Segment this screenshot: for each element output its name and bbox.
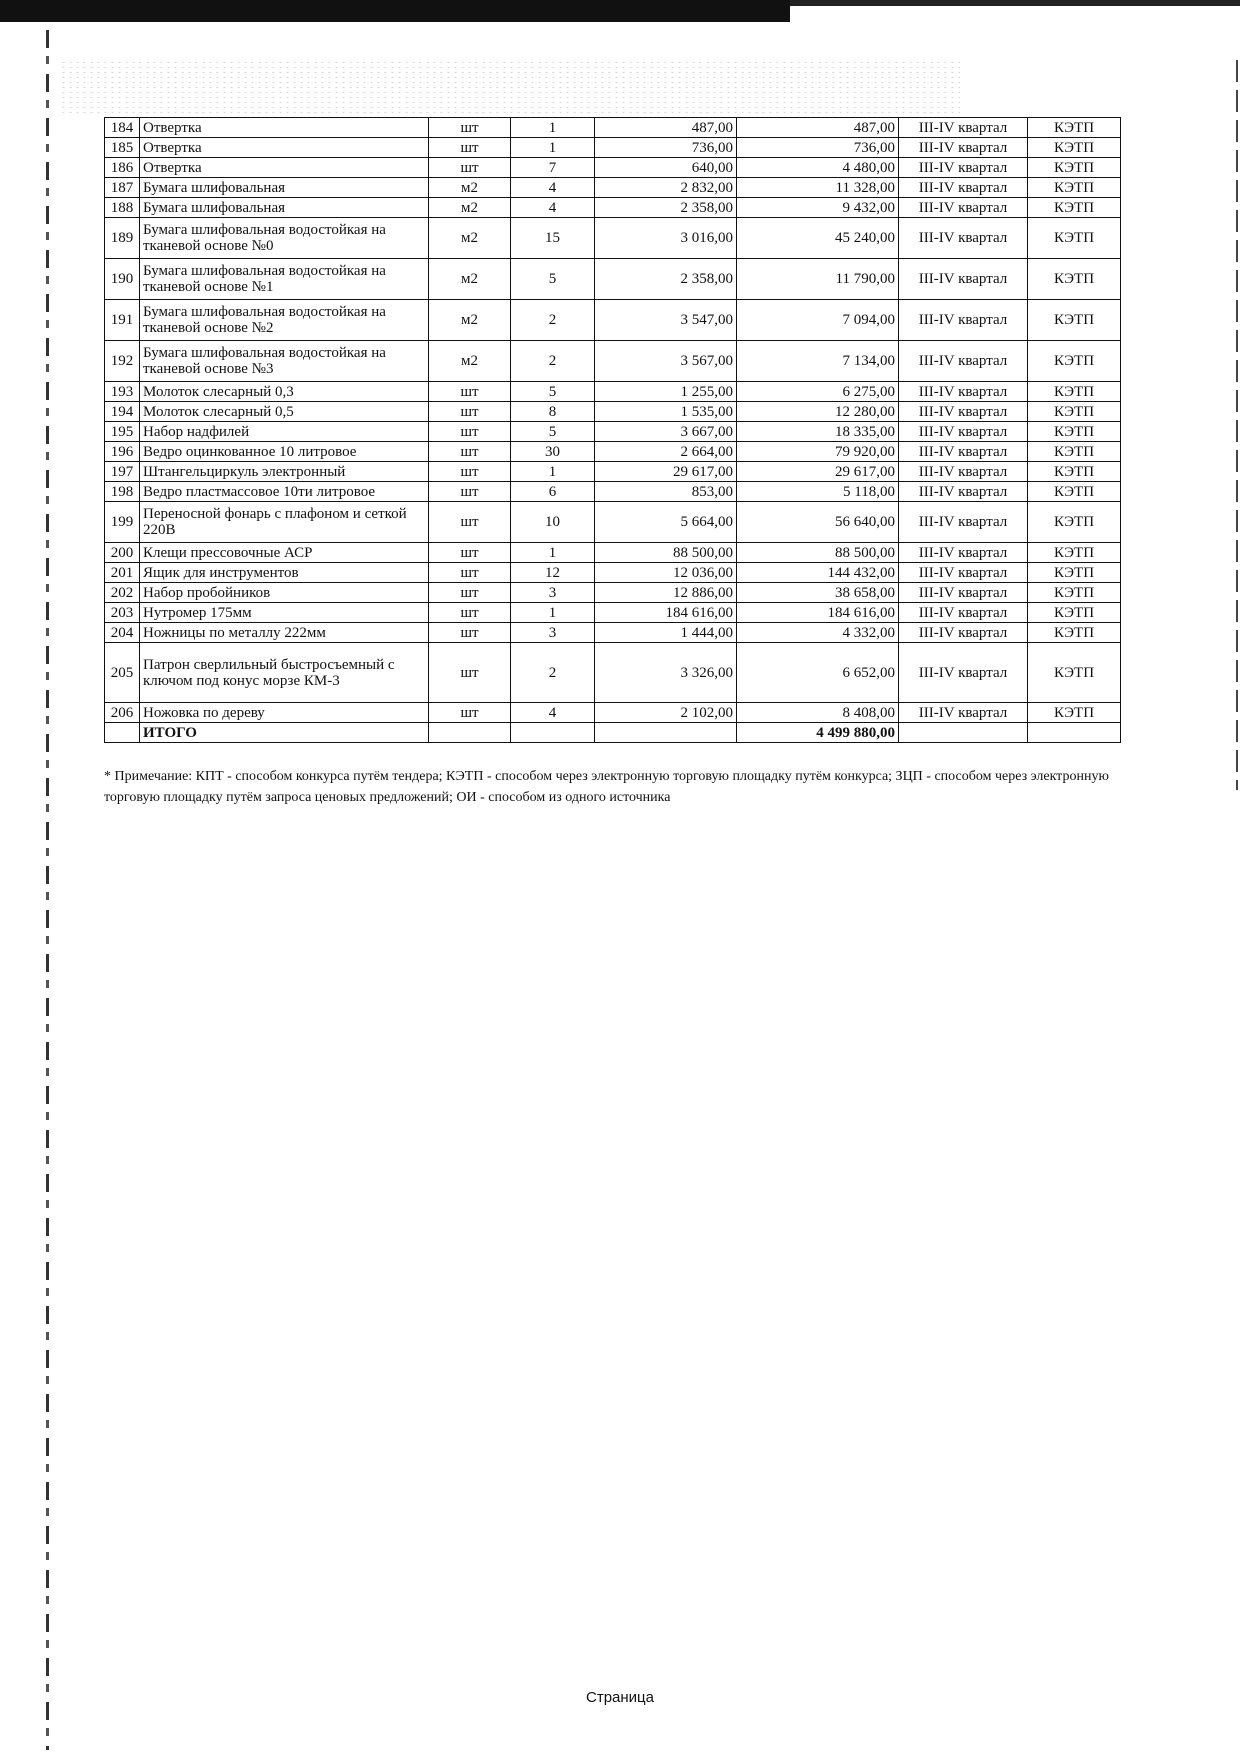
cell-unit: шт (429, 402, 511, 422)
cell-procurement-method: КЭТП (1028, 543, 1121, 563)
cell-procurement-method: КЭТП (1028, 382, 1121, 402)
cell-quantity: 1 (511, 462, 595, 482)
cell-unit-price: 29 617,00 (595, 462, 737, 482)
cell-unit: м2 (429, 198, 511, 218)
cell-item-name: Ведро пластмассовое 10ти литровое (140, 482, 429, 502)
cell-item-name: Бумага шлифовальная водостойкая на тканевой основе №0 (140, 218, 429, 259)
cell-quantity: 5 (511, 382, 595, 402)
cell-unit-price: 1 255,00 (595, 382, 737, 402)
cell-unit-price: 1 444,00 (595, 623, 737, 643)
scan-artifact-left (46, 30, 49, 1750)
cell-unit: шт (429, 462, 511, 482)
table-row (105, 643, 1121, 703)
cell-row-number: 204 (105, 623, 140, 643)
cell-period: III-IV квартал (899, 341, 1028, 382)
cell-period: III-IV квартал (899, 422, 1028, 442)
cell-line-total: 144 432,00 (737, 563, 899, 583)
cell-unit: шт (429, 603, 511, 623)
table-row (105, 198, 1121, 218)
cell-unit-price: 5 664,00 (595, 502, 737, 543)
cell-unit-price: 2 358,00 (595, 198, 737, 218)
cell-line-total: 79 920,00 (737, 442, 899, 462)
cell-line-total: 736,00 (737, 138, 899, 158)
cell-row-number: 195 (105, 422, 140, 442)
cell-row-number: 196 (105, 442, 140, 462)
cell-row-number: 185 (105, 138, 140, 158)
table-body (105, 118, 1121, 743)
cell-line-total: 8 408,00 (737, 703, 899, 723)
cell-quantity: 30 (511, 442, 595, 462)
cell-quantity: 3 (511, 583, 595, 603)
cell-quantity: 12 (511, 563, 595, 583)
cell-quantity: 2 (511, 643, 595, 703)
cell-procurement-method: КЭТП (1028, 623, 1121, 643)
cell-period: III-IV квартал (899, 442, 1028, 462)
cell-unit-price: 487,00 (595, 118, 737, 138)
cell-unit-price: 2 832,00 (595, 178, 737, 198)
cell-procurement-method: КЭТП (1028, 198, 1121, 218)
table-row (105, 603, 1121, 623)
page-footer: Страница (586, 1689, 654, 1706)
table-row (105, 462, 1121, 482)
cell-item-name: Бумага шлифовальная водостойкая на тканевой основе №2 (140, 300, 429, 341)
cell-unit: м2 (429, 341, 511, 382)
cell-period: III-IV квартал (899, 178, 1028, 198)
cell-procurement-method: КЭТП (1028, 482, 1121, 502)
cell-unit: шт (429, 382, 511, 402)
cell-unit: м2 (429, 300, 511, 341)
table-row (105, 259, 1121, 300)
cell-unit-price: 3 547,00 (595, 300, 737, 341)
cell-procurement-method: КЭТП (1028, 178, 1121, 198)
cell-unit-price: 640,00 (595, 158, 737, 178)
cell-unit-price: 3 326,00 (595, 643, 737, 703)
cell-unit: шт (429, 502, 511, 543)
cell-line-total: 6 652,00 (737, 643, 899, 703)
cell-line-total: 4 480,00 (737, 158, 899, 178)
cell-period: III-IV квартал (899, 583, 1028, 603)
cell-item-name: Набор пробойников (140, 583, 429, 603)
footnote: * Примечание: КПТ - способом конкурса путём тендера; КЭТП - способом через электронную торговую площадку путём конкурса; ЗЦП - способом через электронную торговую площадку путём запроса ценовых предложений; ОИ - способом из одного источника (104, 769, 1109, 805)
cell-empty (511, 723, 595, 743)
cell-quantity: 7 (511, 158, 595, 178)
cell-period: III-IV квартал (899, 300, 1028, 341)
cell-quantity: 15 (511, 218, 595, 259)
total-row (105, 723, 1121, 743)
cell-period: III-IV квартал (899, 462, 1028, 482)
cell-unit: шт (429, 482, 511, 502)
cell-line-total: 18 335,00 (737, 422, 899, 442)
cell-procurement-method: КЭТП (1028, 259, 1121, 300)
cell-unit-price: 12 886,00 (595, 583, 737, 603)
table-row (105, 300, 1121, 341)
cell-item-name: Бумага шлифовальная водостойкая на тканевой основе №1 (140, 259, 429, 300)
cell-row-number: 205 (105, 643, 140, 703)
cell-line-total: 88 500,00 (737, 543, 899, 563)
cell-empty (105, 723, 140, 743)
table-row (105, 118, 1121, 138)
cell-procurement-method: КЭТП (1028, 703, 1121, 723)
cell-quantity: 3 (511, 623, 595, 643)
cell-item-name: Штангельциркуль электронный (140, 462, 429, 482)
cell-item-name: Нутромер 175мм (140, 603, 429, 623)
cell-row-number: 194 (105, 402, 140, 422)
cell-row-number: 190 (105, 259, 140, 300)
table-row (105, 382, 1121, 402)
cell-item-name: Бумага шлифовальная водостойкая на тканевой основе №3 (140, 341, 429, 382)
cell-row-number: 186 (105, 158, 140, 178)
cell-unit: шт (429, 583, 511, 603)
total-label: ИТОГО (140, 723, 429, 743)
cell-item-name: Отвертка (140, 158, 429, 178)
cell-quantity: 4 (511, 703, 595, 723)
cell-procurement-method: КЭТП (1028, 402, 1121, 422)
cell-procurement-method: КЭТП (1028, 138, 1121, 158)
table-row (105, 482, 1121, 502)
cell-item-name: Патрон сверлильный быстросъемный с ключом под конус морзе КМ-3 (140, 643, 429, 703)
cell-period: III-IV квартал (899, 482, 1028, 502)
table-row (105, 402, 1121, 422)
cell-unit: м2 (429, 259, 511, 300)
cell-quantity: 5 (511, 422, 595, 442)
cell-item-name: Отвертка (140, 118, 429, 138)
cell-row-number: 199 (105, 502, 140, 543)
table-row (105, 502, 1121, 543)
scan-artifact-top (0, 0, 790, 22)
cell-line-total: 9 432,00 (737, 198, 899, 218)
cell-row-number: 188 (105, 198, 140, 218)
cell-procurement-method: КЭТП (1028, 341, 1121, 382)
procurement-table (104, 117, 1121, 743)
cell-period: III-IV квартал (899, 382, 1028, 402)
cell-unit-price: 184 616,00 (595, 603, 737, 623)
cell-unit-price: 12 036,00 (595, 563, 737, 583)
cell-unit: шт (429, 422, 511, 442)
cell-unit: шт (429, 563, 511, 583)
cell-unit: шт (429, 138, 511, 158)
cell-quantity: 4 (511, 178, 595, 198)
cell-line-total: 45 240,00 (737, 218, 899, 259)
cell-line-total: 4 332,00 (737, 623, 899, 643)
cell-row-number: 191 (105, 300, 140, 341)
cell-row-number: 189 (105, 218, 140, 259)
cell-procurement-method: КЭТП (1028, 422, 1121, 442)
cell-item-name: Ножовка по дереву (140, 703, 429, 723)
cell-quantity: 4 (511, 198, 595, 218)
cell-unit: шт (429, 442, 511, 462)
cell-period: III-IV квартал (899, 138, 1028, 158)
cell-unit-price: 736,00 (595, 138, 737, 158)
cell-item-name: Ведро оцинкованное 10 литровое (140, 442, 429, 462)
cell-line-total: 11 790,00 (737, 259, 899, 300)
cell-procurement-method: КЭТП (1028, 218, 1121, 259)
cell-procurement-method: КЭТП (1028, 502, 1121, 543)
cell-item-name: Бумага шлифовальная (140, 178, 429, 198)
cell-unit: шт (429, 703, 511, 723)
cell-procurement-method: КЭТП (1028, 442, 1121, 462)
table-row (105, 178, 1121, 198)
cell-quantity: 5 (511, 259, 595, 300)
cell-empty (595, 723, 737, 743)
cell-row-number: 193 (105, 382, 140, 402)
table-row (105, 138, 1121, 158)
cell-line-total: 7 094,00 (737, 300, 899, 341)
cell-period: III-IV квартал (899, 218, 1028, 259)
cell-procurement-method: КЭТП (1028, 603, 1121, 623)
cell-row-number: 200 (105, 543, 140, 563)
cell-line-total: 29 617,00 (737, 462, 899, 482)
cell-unit-price: 2 664,00 (595, 442, 737, 462)
scan-noise (60, 60, 960, 115)
cell-item-name: Бумага шлифовальная (140, 198, 429, 218)
cell-unit-price: 3 567,00 (595, 341, 737, 382)
table-row (105, 583, 1121, 603)
cell-unit: шт (429, 543, 511, 563)
cell-period: III-IV квартал (899, 198, 1028, 218)
cell-item-name: Переносной фонарь с плафоном и сеткой 220В (140, 502, 429, 543)
cell-empty (899, 723, 1028, 743)
cell-unit-price: 88 500,00 (595, 543, 737, 563)
cell-unit-price: 1 535,00 (595, 402, 737, 422)
cell-line-total: 184 616,00 (737, 603, 899, 623)
scan-artifact-right (1236, 60, 1238, 790)
cell-period: III-IV квартал (899, 402, 1028, 422)
cell-line-total: 12 280,00 (737, 402, 899, 422)
table-row (105, 563, 1121, 583)
cell-empty (429, 723, 511, 743)
cell-item-name: Молоток слесарный 0,3 (140, 382, 429, 402)
cell-item-name: Ножницы по металлу 222мм (140, 623, 429, 643)
cell-period: III-IV квартал (899, 543, 1028, 563)
cell-quantity: 2 (511, 341, 595, 382)
cell-unit: шт (429, 623, 511, 643)
cell-unit-price: 2 102,00 (595, 703, 737, 723)
cell-period: III-IV квартал (899, 502, 1028, 543)
cell-row-number: 192 (105, 341, 140, 382)
cell-item-name: Молоток слесарный 0,5 (140, 402, 429, 422)
cell-line-total: 6 275,00 (737, 382, 899, 402)
cell-period: III-IV квартал (899, 158, 1028, 178)
cell-period: III-IV квартал (899, 259, 1028, 300)
cell-procurement-method: КЭТП (1028, 118, 1121, 138)
scan-artifact-top-right (790, 0, 1240, 6)
cell-line-total: 38 658,00 (737, 583, 899, 603)
cell-quantity: 1 (511, 543, 595, 563)
cell-unit: м2 (429, 178, 511, 198)
cell-unit-price: 3 667,00 (595, 422, 737, 442)
cell-line-total: 5 118,00 (737, 482, 899, 502)
cell-procurement-method: КЭТП (1028, 300, 1121, 341)
cell-line-total: 56 640,00 (737, 502, 899, 543)
cell-quantity: 1 (511, 138, 595, 158)
cell-line-total: 11 328,00 (737, 178, 899, 198)
cell-unit: шт (429, 643, 511, 703)
cell-item-name: Ящик для инструментов (140, 563, 429, 583)
cell-line-total: 487,00 (737, 118, 899, 138)
cell-quantity: 1 (511, 603, 595, 623)
cell-row-number: 198 (105, 482, 140, 502)
cell-row-number: 206 (105, 703, 140, 723)
cell-procurement-method: КЭТП (1028, 563, 1121, 583)
cell-period: III-IV квартал (899, 563, 1028, 583)
cell-procurement-method: КЭТП (1028, 158, 1121, 178)
cell-unit: м2 (429, 218, 511, 259)
cell-procurement-method: КЭТП (1028, 583, 1121, 603)
cell-quantity: 6 (511, 482, 595, 502)
cell-item-name: Клещи прессовочные АСР (140, 543, 429, 563)
cell-unit: шт (429, 158, 511, 178)
cell-quantity: 8 (511, 402, 595, 422)
table-row (105, 543, 1121, 563)
table-row (105, 442, 1121, 462)
cell-unit-price: 2 358,00 (595, 259, 737, 300)
cell-period: III-IV квартал (899, 643, 1028, 703)
cell-row-number: 201 (105, 563, 140, 583)
cell-period: III-IV квартал (899, 118, 1028, 138)
cell-empty (1028, 723, 1121, 743)
cell-procurement-method: КЭТП (1028, 643, 1121, 703)
cell-item-name: Набор надфилей (140, 422, 429, 442)
table-row (105, 703, 1121, 723)
cell-row-number: 203 (105, 603, 140, 623)
cell-unit: шт (429, 118, 511, 138)
table-row (105, 158, 1121, 178)
table-row (105, 341, 1121, 382)
cell-item-name: Отвертка (140, 138, 429, 158)
cell-row-number: 187 (105, 178, 140, 198)
cell-row-number: 202 (105, 583, 140, 603)
cell-quantity: 1 (511, 118, 595, 138)
cell-period: III-IV квартал (899, 623, 1028, 643)
table-row (105, 218, 1121, 259)
cell-procurement-method: КЭТП (1028, 462, 1121, 482)
cell-row-number: 197 (105, 462, 140, 482)
cell-quantity: 10 (511, 502, 595, 543)
cell-row-number: 184 (105, 118, 140, 138)
cell-period: III-IV квартал (899, 603, 1028, 623)
cell-quantity: 2 (511, 300, 595, 341)
cell-period: III-IV квартал (899, 703, 1028, 723)
cell-unit-price: 853,00 (595, 482, 737, 502)
cell-unit-price: 3 016,00 (595, 218, 737, 259)
total-sum: 4 499 880,00 (737, 723, 899, 743)
cell-line-total: 7 134,00 (737, 341, 899, 382)
table-row (105, 422, 1121, 442)
table-row (105, 623, 1121, 643)
